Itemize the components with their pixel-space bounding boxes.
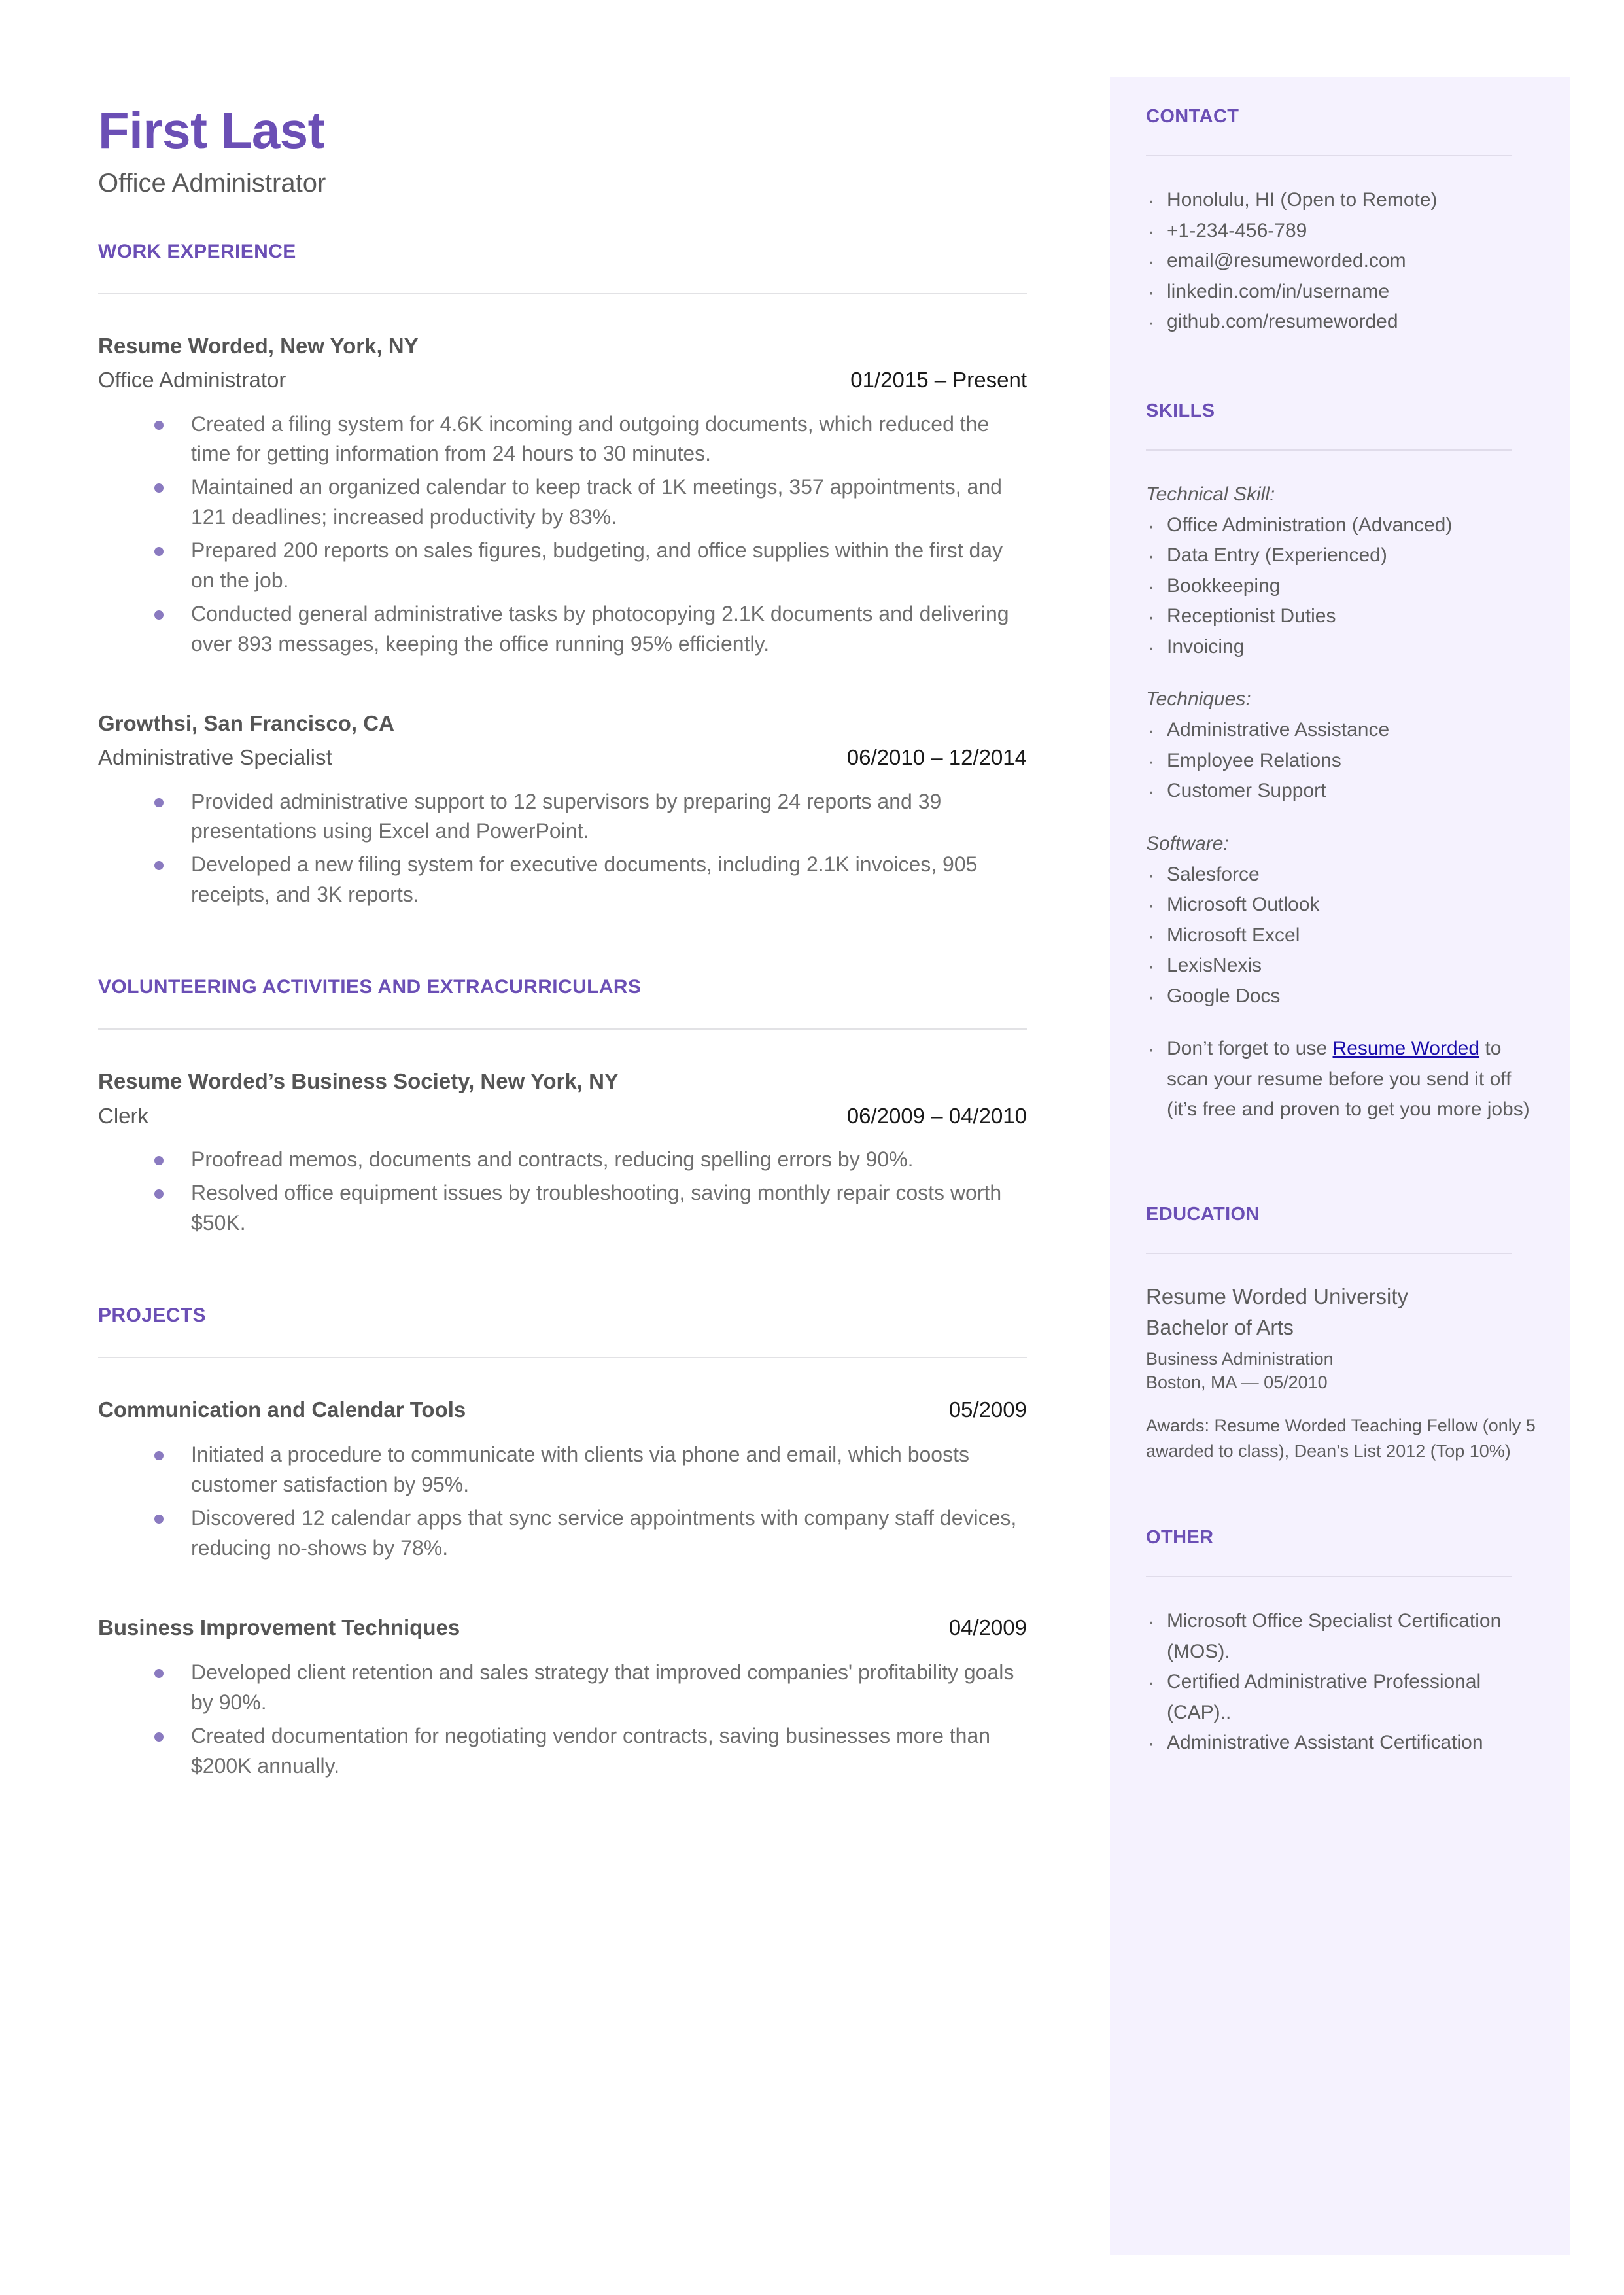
bullet-item: Discovered 12 calendar apps that sync service appointments with company staff devices, reducing no-shows by 78%.	[154, 1503, 1027, 1563]
project-title: Business Improvement Techniques	[98, 1615, 460, 1640]
section-projects	[98, 1305, 1027, 1781]
other-item: · Certified Administrative Professional (CAP)..	[1146, 1667, 1542, 1728]
other-item: · Administrative Assistant Certification	[1146, 1728, 1542, 1759]
sidebar-section-other	[1146, 1527, 1542, 1759]
other-heading: OTHER	[1146, 1527, 1214, 1549]
project-entry-row	[98, 1614, 1027, 1641]
spacer	[1146, 1163, 1542, 1204]
projects-divider	[98, 1357, 1027, 1358]
promo-text-before: Don’t forget to use	[1167, 1038, 1333, 1059]
spacer	[98, 1264, 1027, 1305]
skill-item: · Microsoft Excel	[1146, 920, 1542, 951]
bullet-item: Created documentation for negotiating vendor contracts, saving businesses more than $200K annually.	[154, 1721, 1027, 1781]
volunteering-entry-date: 06/2009 – 04/2010	[846, 1103, 1027, 1128]
resume-worded-promo	[1146, 1034, 1542, 1125]
project-bullets	[98, 1440, 1027, 1563]
education-heading: EDUCATION	[1146, 1203, 1260, 1225]
bullet-item: Initiated a procedure to communicate with clients via phone and email, which boosts customer satisfaction by 95%.	[154, 1440, 1027, 1499]
project-entry-row	[98, 1396, 1027, 1423]
contact-item-github[interactable]: · github.com/resumeworded	[1146, 307, 1542, 338]
contact-item-linkedin[interactable]: · linkedin.com/in/username	[1146, 277, 1542, 307]
skill-item: · Google Docs	[1146, 981, 1542, 1012]
project-entry	[98, 1614, 1027, 1781]
education-degree: Bachelor of Arts	[1146, 1316, 1294, 1340]
skill-list-software	[1146, 860, 1542, 1012]
bullet-item: Prepared 200 reports on sales figures, budgeting, and office supplies within the first day on the job.	[154, 536, 1027, 595]
skill-item: · LexisNexis	[1146, 951, 1542, 981]
contact-item-phone[interactable]: · +1-234-456-789	[1146, 216, 1542, 247]
skill-item: · Receptionist Duties	[1146, 601, 1542, 632]
skill-item: · Data Entry (Experienced)	[1146, 540, 1542, 571]
education-divider	[1146, 1253, 1512, 1254]
volunteering-entry-org: Resume Worded’s Business Society, New York, NY	[98, 1069, 619, 1094]
volunteering-entry-role: Clerk	[98, 1103, 149, 1128]
work-entry-role: Office Administrator	[98, 368, 286, 393]
project-date: 04/2009	[948, 1615, 1027, 1640]
bullet-item: Maintained an organized calendar to keep track of 1K meetings, 357 appointments, and 121 deadlines; increased productivity by 83%.	[154, 472, 1027, 532]
skill-item: · Microsoft Outlook	[1146, 890, 1542, 920]
project-date: 05/2009	[948, 1397, 1027, 1422]
sidebar-content	[1110, 77, 1570, 1759]
work-entry-date: 01/2015 – Present	[850, 368, 1027, 393]
volunteering-entry-bullets	[98, 1145, 1027, 1238]
work-entry-row	[98, 366, 1027, 393]
candidate-name: First Last	[98, 101, 325, 159]
work-experience-heading: WORK EXPERIENCE	[98, 241, 296, 262]
skill-group-label: Software:	[1146, 832, 1229, 854]
volunteering-divider	[98, 1028, 1027, 1030]
skill-item: · Administrative Assistance	[1146, 715, 1542, 746]
section-volunteering	[98, 976, 1027, 1238]
work-entry-org: Growthsi, San Francisco, CA	[98, 711, 394, 735]
candidate-job-title: Office Administrator	[98, 169, 326, 198]
bullet-item: Proofread memos, documents and contracts, reducing spelling errors by 90%.	[154, 1145, 1027, 1174]
skills-heading: SKILLS	[1146, 400, 1215, 421]
sidebar-section-education	[1146, 1204, 1542, 1465]
skill-group-techniques	[1146, 684, 1542, 807]
volunteering-heading: VOLUNTEERING ACTIVITIES AND EXTRACURRICULARS	[98, 976, 642, 998]
contact-list	[1146, 185, 1542, 338]
work-entry-row	[98, 744, 1027, 771]
skill-item: · Employee Relations	[1146, 746, 1542, 777]
spacer	[98, 685, 1027, 710]
volunteering-entry-row	[98, 1102, 1027, 1129]
education-location-date: Boston, MA — 05/2010	[1146, 1373, 1328, 1393]
projects-heading: PROJECTS	[98, 1305, 206, 1327]
bullet-item: Provided administrative support to 12 supervisors by preparing 24 reports and 39 presentations using Excel and PowerPoint.	[154, 787, 1027, 847]
work-entry	[98, 710, 1027, 909]
project-entry	[98, 1396, 1027, 1563]
spacer	[1146, 376, 1542, 400]
skill-group-label: Technical Skill:	[1146, 483, 1275, 505]
bullet-item: Developed client retention and sales strategy that improved companies' profitability goals by 90%.	[154, 1658, 1027, 1717]
skill-group-label: Techniques:	[1146, 688, 1251, 710]
resume-worded-link[interactable]: Resume Worded	[1332, 1038, 1480, 1059]
contact-item-location: · Honolulu, HI (Open to Remote)	[1146, 185, 1542, 216]
project-bullets	[98, 1658, 1027, 1781]
education-school: Resume Worded University	[1146, 1284, 1409, 1308]
work-entry-bullets	[98, 787, 1027, 910]
contact-item-email[interactable]: · email@resumeworded.com	[1146, 246, 1542, 277]
spacer	[98, 1589, 1027, 1614]
sidebar-section-contact	[1146, 106, 1542, 338]
other-item: · Microsoft Office Specialist Certification (MOS).	[1146, 1606, 1542, 1667]
skill-item: · Salesforce	[1146, 860, 1542, 890]
skill-item: · Bookkeeping	[1146, 571, 1542, 602]
sidebar-panel	[1110, 77, 1570, 2255]
bullet-item: Developed a new filing system for executive documents, including 2.1K invoices, 905 receipts, and 3K reports.	[154, 850, 1027, 909]
education-field: Business Administration	[1146, 1348, 1334, 1369]
other-list	[1146, 1606, 1542, 1759]
work-experience-divider	[98, 293, 1027, 294]
sidebar-section-skills	[1146, 400, 1542, 1125]
work-entry-role: Administrative Specialist	[98, 745, 332, 770]
skill-group-software	[1146, 829, 1542, 1012]
main-column	[98, 101, 1027, 1807]
skill-item: · Office Administration (Advanced)	[1146, 510, 1542, 541]
bullet-item: Created a filing system for 4.6K incoming and outgoing documents, which reduced the time for getting information from 24 hours to 30 minutes.	[154, 410, 1027, 469]
skill-list-technical	[1146, 510, 1542, 663]
skill-group-technical	[1146, 480, 1542, 663]
promo-text-after: to scan your resume before you send it off (it’s free and proven to get you more jobs)	[1167, 1038, 1530, 1120]
project-title: Communication and Calendar Tools	[98, 1397, 466, 1422]
work-entry-bullets	[98, 410, 1027, 659]
skill-list-techniques	[1146, 715, 1542, 807]
contact-divider	[1146, 155, 1512, 156]
skills-divider	[1146, 449, 1512, 451]
bullet-item: Resolved office equipment issues by troubleshooting, saving monthly repair costs worth $50K.	[154, 1178, 1027, 1238]
skill-item: · Customer Support	[1146, 776, 1542, 807]
spacer	[1146, 1502, 1542, 1527]
work-entry-org: Resume Worded, New York, NY	[98, 334, 419, 358]
other-divider	[1146, 1576, 1512, 1577]
section-work-experience	[98, 241, 1027, 909]
education-awards: Awards: Resume Worded Teaching Fellow (only 5 awarded to class), Dean’s List 2012 (Top 10%)	[1146, 1415, 1536, 1461]
bullet-item: Conducted general administrative tasks by photocopying 2.1K documents and delivering over 893 messages, keeping the office running 95% efficiently.	[154, 599, 1027, 659]
work-entry-date: 06/2010 – 12/2014	[846, 745, 1027, 770]
volunteering-entry	[98, 1068, 1027, 1238]
work-entry	[98, 332, 1027, 659]
contact-heading: CONTACT	[1146, 106, 1239, 127]
skill-item: · Invoicing	[1146, 632, 1542, 663]
spacer	[98, 936, 1027, 976]
